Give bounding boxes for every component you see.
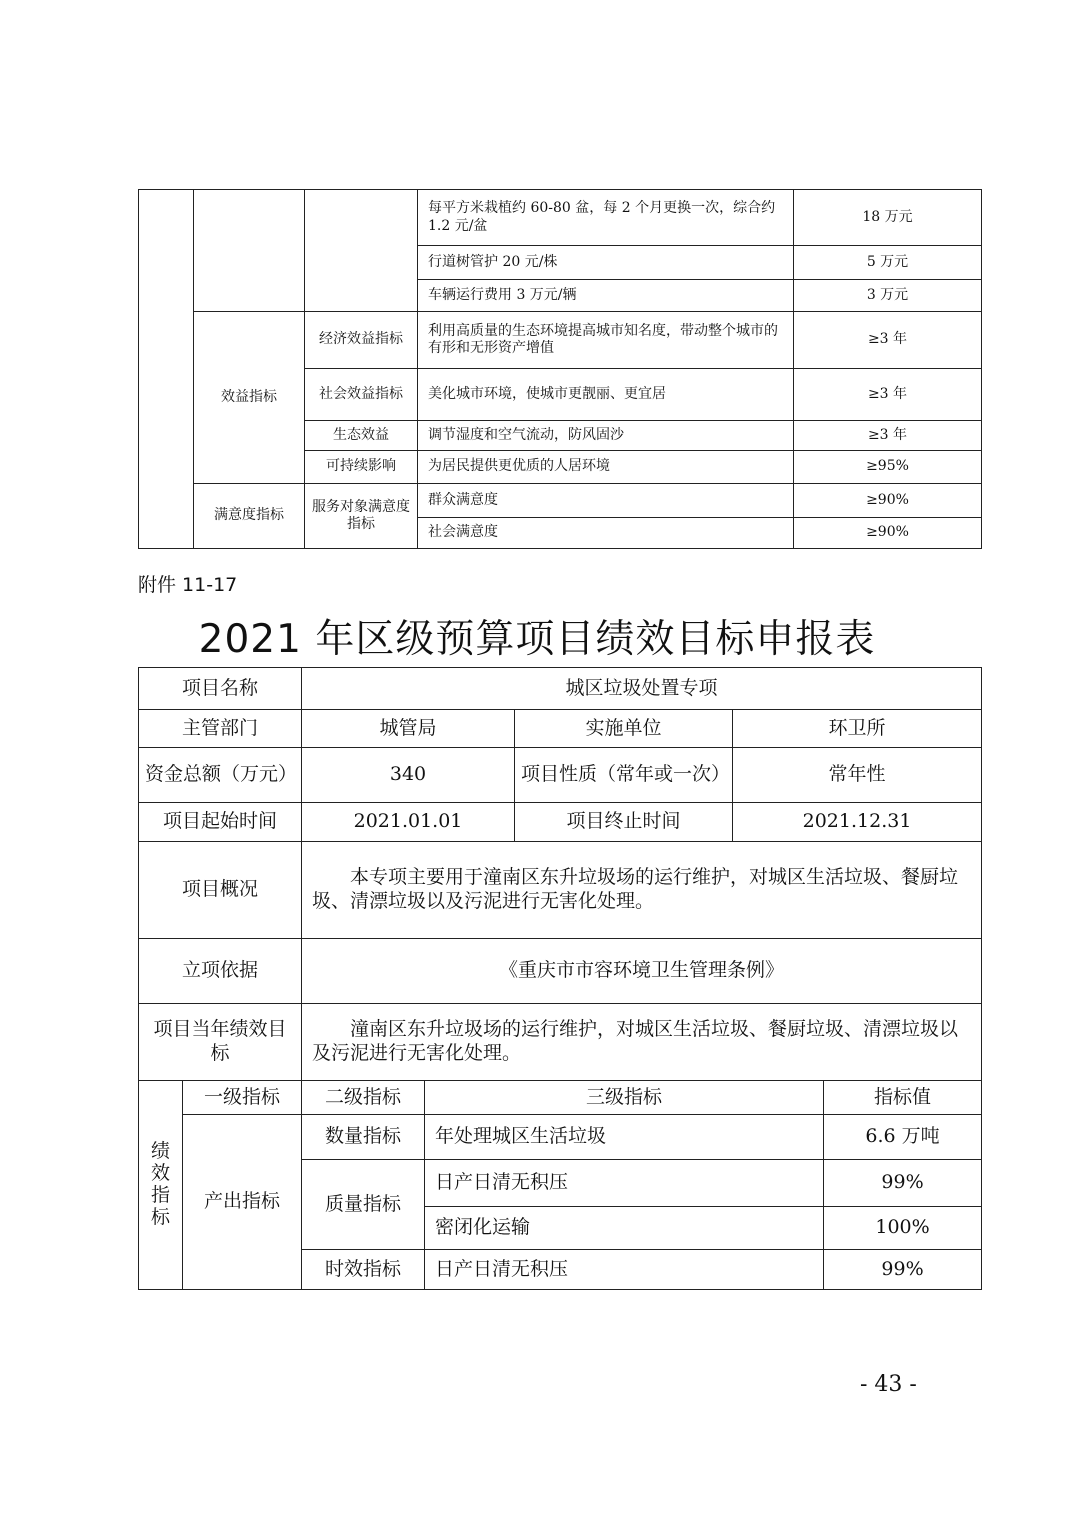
indicator-value: 18 万元	[794, 190, 982, 246]
basis-text: 《重庆市市容环境卫生管理条例》	[302, 939, 982, 1004]
goal-text: 潼南区东升垃圾场的运行维护，对城区生活垃圾、餐厨垃圾、清漂垃圾以及污泥进行无害化处理。	[302, 1004, 982, 1081]
indicator-l3: 调节湿度和空气流动，防风固沙	[418, 421, 794, 451]
indicator-value: 99%	[824, 1160, 982, 1207]
table-row	[139, 484, 982, 518]
table-row	[139, 710, 982, 748]
indicator-l3: 利用高质量的生态环境提高城市知名度，带动整个城市的有形和无形资产增值	[418, 312, 794, 369]
funds-value: 340	[302, 748, 515, 803]
table-row	[139, 748, 982, 803]
indicator-l2: 社会效益指标	[305, 369, 418, 421]
indicator-l3: 日产日清无积压	[425, 1160, 824, 1207]
funds-label: 资金总额（万元）	[139, 748, 302, 803]
basis-label: 立项依据	[139, 939, 302, 1004]
start-label: 项目起始时间	[139, 803, 302, 842]
table-row	[139, 1081, 982, 1115]
indicator-value: ≥90%	[794, 484, 982, 518]
indicator-value: ≥3 年	[794, 421, 982, 451]
attachment-label: 附件 11-17	[138, 574, 238, 596]
continuation-l2-blank	[305, 190, 418, 312]
indicator-value: 99%	[824, 1250, 982, 1290]
header-l3: 三级指标	[425, 1081, 824, 1115]
continuation-l1-blank	[194, 190, 305, 312]
indicator-value: ≥3 年	[794, 369, 982, 421]
indicator-l3: 每平方米栽植约 60-80 盆，每 2 个月更换一次，综合约 1.2 元/盆	[418, 190, 794, 246]
overview-text: 本专项主要用于潼南区东升垃圾场的运行维护，对城区生活垃圾、餐厨垃圾、清漂垃圾以及污泥进行无害化处理。	[302, 842, 982, 939]
indicator-value: 3 万元	[794, 280, 982, 312]
indicator-l3: 群众满意度	[418, 484, 794, 518]
project-name-label: 项目名称	[139, 668, 302, 710]
indicators-section-label	[139, 1081, 183, 1290]
continuation-col-blank	[139, 190, 194, 549]
indicator-value: ≥90%	[794, 518, 982, 549]
indicator-l3: 行道树管护 20 元/株	[418, 246, 794, 280]
overview-label: 项目概况	[139, 842, 302, 939]
table-row	[139, 1004, 982, 1081]
indicator-l2: 质量指标	[302, 1160, 425, 1250]
table-row	[139, 1115, 982, 1160]
dept-label: 主管部门	[139, 710, 302, 748]
indicator-l3: 社会满意度	[418, 518, 794, 549]
indicator-value: ≥95%	[794, 451, 982, 484]
end-label: 项目终止时间	[515, 803, 733, 842]
document-title: 2021 年区级预算项目绩效目标申报表	[198, 617, 876, 662]
declaration-table	[138, 667, 982, 1290]
header-value: 指标值	[824, 1081, 982, 1115]
output-l1: 产出指标	[183, 1115, 302, 1290]
indicator-l2: 生态效益	[305, 421, 418, 451]
satisfaction-l2: 服务对象满意度指标	[305, 484, 418, 549]
header-l1: 一级指标	[183, 1081, 302, 1115]
benefit-l1: 效益指标	[194, 312, 305, 484]
indicator-l3: 密闭化运输	[425, 1207, 824, 1250]
indicator-l3: 日产日清无积压	[425, 1250, 824, 1290]
continuation-table	[138, 189, 982, 549]
start-value: 2021.01.01	[302, 803, 515, 842]
table-row	[139, 668, 982, 710]
table-row	[139, 939, 982, 1004]
end-value: 2021.12.31	[733, 803, 982, 842]
satisfaction-l1: 满意度指标	[194, 484, 305, 549]
indicator-value: ≥3 年	[794, 312, 982, 369]
indicator-l3: 年处理城区生活垃圾	[425, 1115, 824, 1160]
page-number: - 43 -	[860, 1372, 917, 1397]
indicator-l2: 经济效益指标	[305, 312, 418, 369]
indicator-value: 6.6 万吨	[824, 1115, 982, 1160]
project-name: 城区垃圾处置专项	[302, 668, 982, 710]
indicator-l3: 车辆运行费用 3 万元/辆	[418, 280, 794, 312]
indicator-l2: 可持续影响	[305, 451, 418, 484]
nature-label: 项目性质（常年或一次）	[515, 748, 733, 803]
unit-label: 实施单位	[515, 710, 733, 748]
table-row	[139, 190, 982, 246]
indicator-l3: 为居民提供更优质的人居环境	[418, 451, 794, 484]
dept-value: 城管局	[302, 710, 515, 748]
table-row	[139, 842, 982, 939]
goal-label: 项目当年绩效目标	[139, 1004, 302, 1081]
indicator-value: 5 万元	[794, 246, 982, 280]
nature-value: 常年性	[733, 748, 982, 803]
indicator-l3: 美化城市环境，使城市更靓丽、更宜居	[418, 369, 794, 421]
indicator-value: 100%	[824, 1207, 982, 1250]
indicators-section-text: 绩 效 指 标	[150, 1140, 170, 1228]
indicator-l2: 数量指标	[302, 1115, 425, 1160]
unit-value: 环卫所	[733, 710, 982, 748]
indicator-l2: 时效指标	[302, 1250, 425, 1290]
table-row	[139, 312, 982, 369]
table-row	[139, 803, 982, 842]
header-l2: 二级指标	[302, 1081, 425, 1115]
